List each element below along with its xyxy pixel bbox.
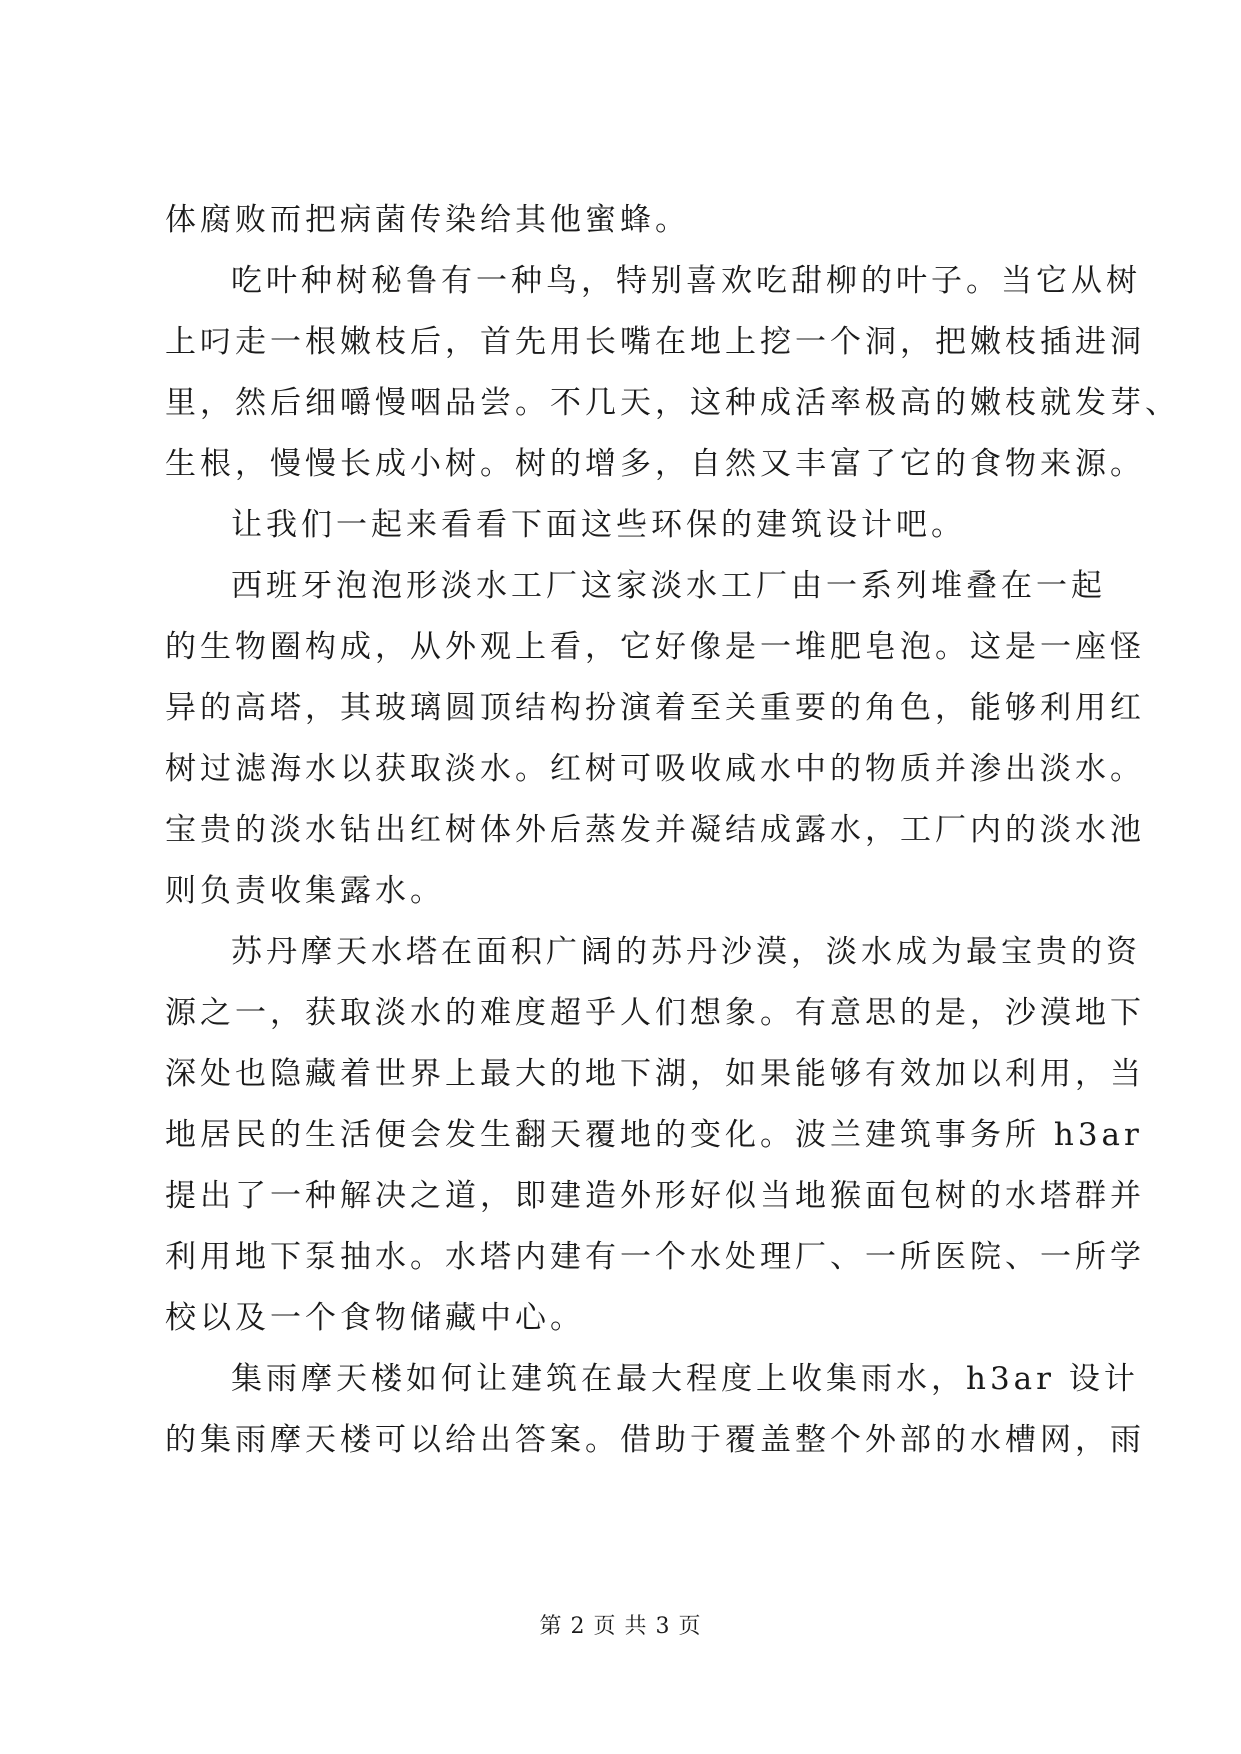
text-line-10: 树过滤海水以获取淡水。红树可吸收咸水中的物质并渗出淡水。: [165, 751, 1145, 787]
text-line-8: 的生物圈构成，从外观上看，它好像是一堆肥皂泡。这是一座怪: [165, 629, 1145, 665]
text-line-4: 里，然后细嚼慢咽品尝。不几天，这种成活率极高的嫩枝就发芽、: [165, 385, 1180, 421]
text-line-12: 则负责收集露水。: [165, 873, 445, 909]
text-line-20: 集雨摩天楼如何让建筑在最大程度上收集雨水，h3ar 设计: [231, 1361, 1139, 1397]
text-line-7: 西班牙泡泡形淡水工厂这家淡水工厂由一系列堆叠在一起: [231, 568, 1106, 604]
text-line-6: 让我们一起来看看下面这些环保的建筑设计吧。: [231, 507, 966, 543]
text-line-21: 的集雨摩天楼可以给出答案。借助于覆盖整个外部的水槽网，雨: [165, 1422, 1145, 1458]
text-line-14: 源之一，获取淡水的难度超乎人们想象。有意思的是，沙漠地下: [165, 995, 1145, 1031]
text-line-3: 上叼走一根嫩枝后，首先用长嘴在地上挖一个洞，把嫩枝插进洞: [165, 324, 1145, 360]
text-line-15: 深处也隐藏着世界上最大的地下湖，如果能够有效加以利用，当: [165, 1056, 1145, 1092]
text-line-16: 地居民的生活便会发生翻天覆地的变化。波兰建筑事务所 h3ar: [165, 1117, 1143, 1153]
page-number-footer: 第 2 页 共 3 页: [539, 1614, 702, 1639]
text-line-9: 异的高塔，其玻璃圆顶结构扮演着至关重要的角色，能够利用红: [165, 690, 1145, 726]
text-line-1: 体腐败而把病菌传染给其他蜜蜂。: [165, 202, 690, 238]
text-line-18: 利用地下泵抽水。水塔内建有一个水处理厂、一所医院、一所学: [165, 1239, 1145, 1275]
document-body: [165, 190, 1180, 1471]
text-line-2: 吃叶种树秘鲁有一种鸟，特别喜欢吃甜柳的叶子。当它从树: [231, 263, 1141, 299]
text-line-11: 宝贵的淡水钻出红树体外后蒸发并凝结成露水，工厂内的淡水池: [165, 812, 1145, 848]
text-line-17: 提出了一种解决之道，即建造外形好似当地猴面包树的水塔群并: [165, 1178, 1145, 1214]
text-line-5: 生根，慢慢长成小树。树的增多，自然又丰富了它的食物来源。: [165, 446, 1145, 482]
text-line-13: 苏丹摩天水塔在面积广阔的苏丹沙漠，淡水成为最宝贵的资: [231, 934, 1141, 970]
text-line-19: 校以及一个食物储藏中心。: [165, 1300, 585, 1336]
